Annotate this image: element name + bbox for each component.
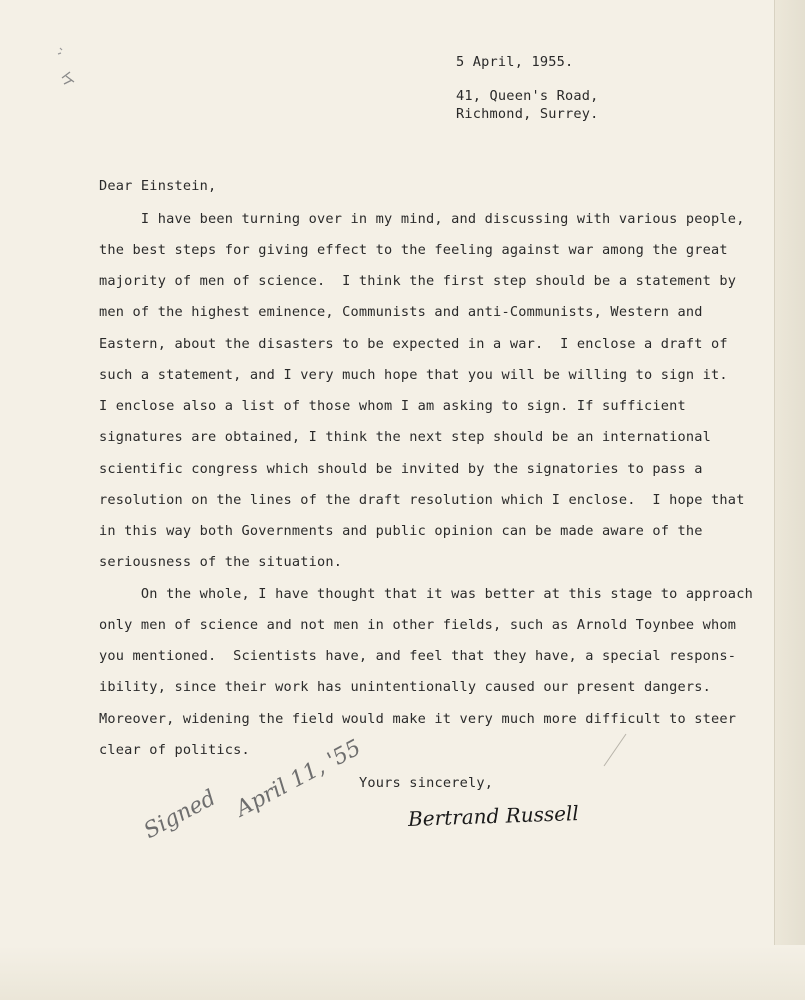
body-line: ibility, since their work has unintentionally caused our present dangers. (99, 679, 712, 695)
margin-pencil-mark (52, 40, 82, 110)
paper-edge (775, 0, 805, 1000)
body-line: signatures are obtained, I think the next step should be an international (99, 429, 712, 445)
body-line: clear of politics. (99, 742, 250, 758)
body-line: On the whole, I have thought that it was better at this stage to approach (99, 586, 753, 602)
body-line: in this way both Governments and public opinion can be made aware of the (99, 523, 703, 539)
body-line: I have been turning over in my mind, and discussing with various people, (99, 211, 745, 227)
body-line: only men of science and not men in other fields, such as Arnold Toynbee whom (99, 617, 737, 633)
body-line: majority of men of science. I think the first step should be a statement by (99, 273, 737, 289)
signature: Bertrand Russell (407, 801, 580, 831)
body-line: men of the highest eminence, Communists and anti-Communists, Western and (99, 304, 703, 320)
body-line: such a statement, and I very much hope that you will be willing to sign it. (99, 367, 728, 383)
body-line: seriousness of the situation. (99, 554, 343, 570)
body-line: the best steps for giving effect to the feeling against war among the great (99, 242, 728, 258)
body-line: resolution on the lines of the draft resolution which I enclose. I hope that (99, 492, 745, 508)
paper-bottom (0, 945, 805, 1000)
margin-stroke (590, 730, 630, 770)
letter-date: 5 April, 1955. (456, 54, 574, 70)
annotation-date: April 11, '55 (232, 735, 366, 823)
address-line-1: 41, Queen's Road, (456, 88, 599, 104)
body-line: Moreover, widening the field would make it very much more difficult to steer (99, 711, 737, 727)
address-line-2: Richmond, Surrey. (456, 106, 599, 122)
body-line: you mentioned. Scientists have, and feel that they have, a special respons- (99, 648, 737, 664)
closing: Yours sincerely, (359, 775, 494, 791)
body-line: scientific congress which should be invited by the signatories to pass a (99, 461, 703, 477)
annotation-signed: Signed (140, 785, 221, 845)
salutation: Dear Einstein, (99, 178, 217, 194)
body-line: I enclose also a list of those whom I am asking to sign. If sufficient (99, 398, 686, 414)
body-line: Eastern, about the disasters to be expected in a war. I enclose a draft of (99, 336, 728, 352)
